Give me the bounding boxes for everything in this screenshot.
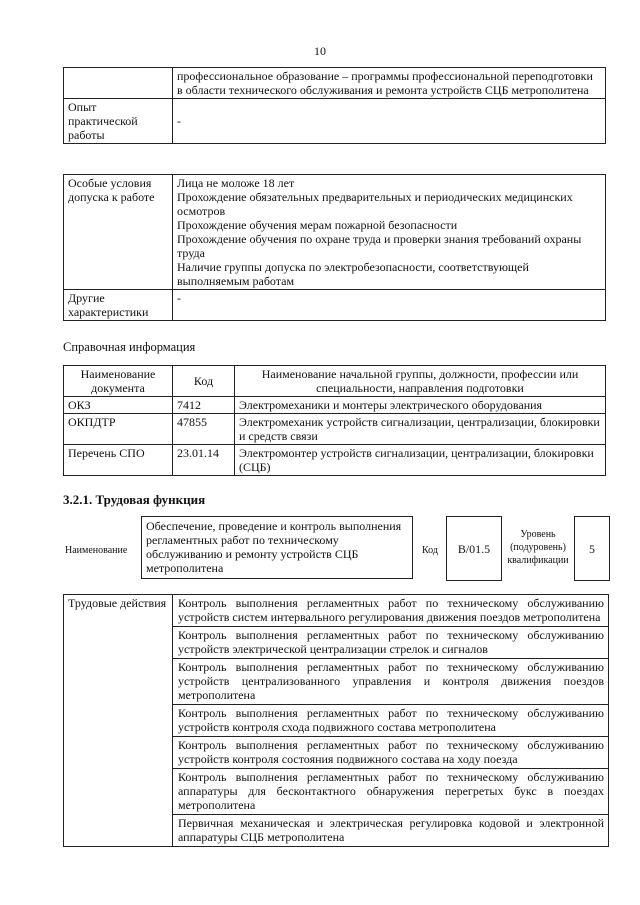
action-item: Контроль выполнения регламентных работ по техническому обслуживанию устройств контроля состояния подвижного состава на ходу поезда (173, 737, 609, 769)
function-name-box: Обеспечение, проведение и контроль выполнения регламентных работ по техническому обслуживанию и ремонту устройств СЦБ метрополитена (141, 516, 413, 579)
table-cell: Электромонтер устройств сигнализации, централизации, блокировки (СЦБ) (235, 445, 606, 476)
row-label (64, 68, 173, 99)
code-label: Код (422, 545, 438, 556)
condition-item: Прохождение обучения мерам пожарной безопасности (177, 218, 458, 232)
function-code-box: В/01.5 (446, 516, 502, 581)
table-cell: ОКЗ (64, 397, 173, 414)
table-cell: Электромеханики и монтеры электрического оборудования (235, 397, 606, 414)
action-item: Контроль выполнения регламентных работ по техническому обслуживанию устройств контроля схода подвижного состава метрополитена (173, 705, 609, 737)
row-value: - (173, 290, 606, 321)
action-item: Контроль выполнения регламентных работ по техническому обслуживанию аппаратуры для бесконтактного обнаружения перегретых букс в поездах метрополитена (173, 769, 609, 815)
table-cell: 47855 (173, 414, 235, 445)
table-cell: 7412 (173, 397, 235, 414)
function-level-box: 5 (574, 516, 610, 581)
conditions-table (63, 174, 606, 321)
row-value (173, 175, 606, 290)
table-row (64, 68, 606, 99)
education-table (63, 67, 606, 144)
table-row (64, 99, 606, 144)
column-header: Наименование начальной группы, должности, профессии или специальности, направления подготовки (235, 366, 606, 397)
table-row (64, 414, 606, 445)
row-value: профессиональное образование – программы профессиональной переподготовки в области технического обслуживания и ремонта устройств СЦБ метрополитена (173, 68, 606, 99)
condition-item: Наличие группы допуска по электробезопасности, соответствующей выполняемым работам (177, 260, 529, 288)
name-label: Наименование (65, 545, 128, 556)
condition-item: Лица не моложе 18 лет (177, 176, 295, 190)
row-label: Особые условия допуска к работе (64, 175, 173, 290)
table-row (64, 290, 606, 321)
table-row (64, 595, 609, 627)
table-row (64, 445, 606, 476)
action-item: Контроль выполнения регламентных работ по техническому обслуживанию устройств электрической централизации стрелок и сигналов (173, 627, 609, 659)
row-label: Опыт практической работы (64, 99, 173, 144)
level-label: Уровень (подуровень) квалификации (507, 529, 569, 566)
page-number: 10 (314, 44, 326, 58)
reference-title: Справочная информация (63, 340, 196, 354)
table-cell: Перечень СПО (64, 445, 173, 476)
condition-item: Прохождение обучения по охране труда и проверки знания требований охраны труда (177, 232, 582, 260)
function-title: 3.2.1. Трудовая функция (63, 492, 206, 507)
action-item: Контроль выполнения регламентных работ по техническому обслуживанию устройств систем интервального регулирования движения поездов метрополитена (173, 595, 609, 627)
table-row (64, 397, 606, 414)
table-cell: 23.01.14 (173, 445, 235, 476)
row-value: - (173, 99, 606, 144)
table-cell: Электромеханик устройств сигнализации, централизации, блокировки и средств связи (235, 414, 606, 445)
row-label: Другие характеристики (64, 290, 173, 321)
actions-table (63, 594, 609, 847)
column-header: Код (173, 366, 235, 397)
table-header-row (64, 366, 606, 397)
table-row (64, 175, 606, 290)
action-item: Контроль выполнения регламентных работ по техническому обслуживанию устройств централизованного управления и контроля движения поездов метрополитена (173, 659, 609, 705)
condition-item: Прохождение обязательных предварительных и периодических медицинских осмотров (177, 190, 573, 218)
action-item: Первичная механическая и электрическая регулировка кодовой и электронной аппаратуры СЦБ метрополитена (173, 815, 609, 847)
table-cell: ОКПДТР (64, 414, 173, 445)
reference-table (63, 365, 606, 476)
column-header: Наименование документа (64, 366, 173, 397)
actions-label: Трудовые действия (64, 595, 173, 847)
